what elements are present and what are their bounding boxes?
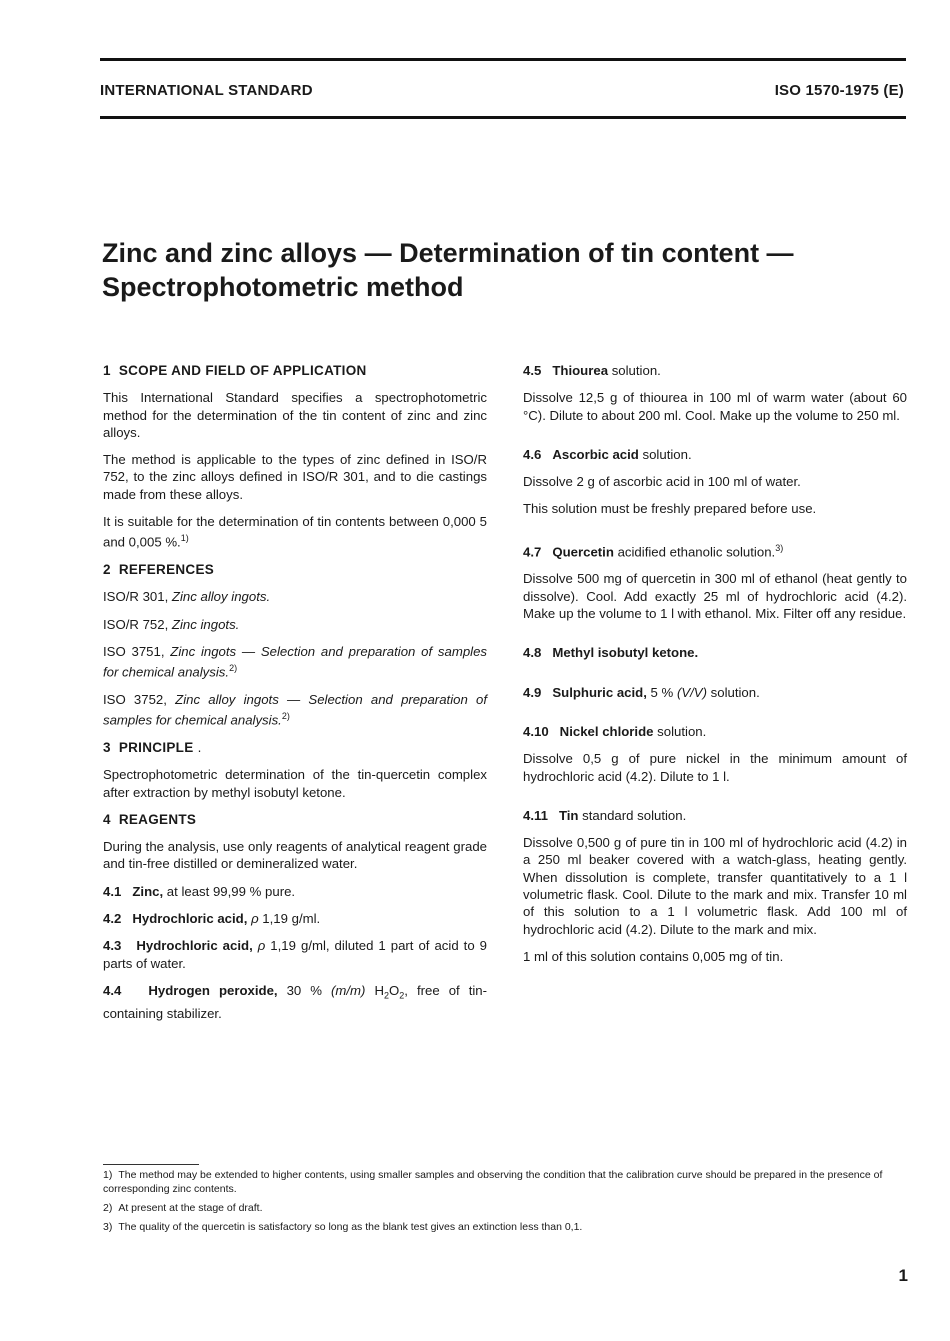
reagent-4-6-text-2: This solution must be freshly prepared before use. [523,501,817,517]
section-1-para-3: It is suitable for the determination of tin contents between 0,000 5 and 0,005 %.$^{1)}$ [103,514,487,550]
header-document-number: ISO 1570-1975 (E) [774,82,904,99]
section-2-heading: 2 REFERENCES [103,562,215,578]
reagent-4-5-heading: 4.5 Thiourea solution. [523,363,661,378]
right-column [523,362,907,975]
left-column [103,362,487,1032]
reagent-4-11-heading: 4.11 Tin standard solution. [523,807,687,823]
reagent-4-1: 4.1 Zinc, at least 99,99 % pure. [103,883,296,899]
header-standard-label: INTERNATIONAL STANDARD [100,82,313,99]
reference-iso-r-301: ISO/R 301, Zinc alloy ingots. [103,589,271,605]
reagent-4-9-heading: 4.9 Sulphuric acid, 5 % (V/V) solution. [523,684,760,700]
page-title [102,236,882,304]
reagent-4-6-text-1: Dissolve 2 g of ascorbic acid in 100 ml of water. [523,474,801,490]
footnote-1: 1) The method may be extended to higher contents, using smaller samples and observing the condition that the calibration curve should be prepared in the presence of corresponding zinc contents. [103,1169,883,1195]
reagent-4-6-heading: 4.6 Ascorbic acid solution. [523,446,692,462]
reagent-4-2: 4.2 Hydrochloric acid, ρ 1,19 g/ml. [103,911,321,926]
footnotes [103,1168,909,1239]
page-number: 1 [898,1266,908,1285]
reagent-4-4: 4.4 Hydrogen peroxide, 30 % (m/m) $H_2O_2$, free of tin-containing stabilizer. [103,982,488,1021]
reference-iso-3751: ISO 3751, Zinc ingots — Selection and preparation of samples for chemical analysis.$^{2)}$ [103,643,488,680]
reagent-4-11-text-2: 1 ml of this solution contains 0,005 mg of tin. [523,948,784,964]
footnote-3: 3) The quality of the quercetin is satisfactory so long as the blank test gives an extinction less than 0,1. [103,1221,583,1233]
reagent-4-11-text-1: Dissolve 0,500 g of pure tin in 100 ml of hydrochloric acid (4.2) in a 250 ml beaker covered with a watch-glass, heating gently. When dissolution is complete, transfer quantitatively to a 1 l volumetric flask. Cool. Dilute to the mark and mix. Transfer 10 ml of this solution to a 1 l volumetric flask. Add 100 ml of hydrochloric acid (4.2). Dilute to the mark and mix. [523,835,907,937]
footnote-2: 2) At present at the stage of draft. [103,1202,263,1214]
footnote-ref-1: 1) [180,533,189,544]
reagent-4-7-text: Dissolve 500 mg of quercetin in 300 ml of ethanol (heat gently to dissolve). Cool. Add exactly 25 ml of hydrochloric acid (4.2). Make up the volume to 1 l with ethanol. Mix. Filter off any residue. [523,571,907,622]
section-1-para-2: The method is applicable to the types of zinc defined in ISO/R 752, to the zinc alloys defined in ISO/R 301, and to die castings made from these alloys. [103,452,487,502]
section-3-para-1: Spectrophotometric determination of the tin-quercetin complex after extraction by methyl isobutyl ketone. [103,767,487,800]
reagent-4-7-heading: 4.7 Quercetin acidified ethanolic solution.$^{3)}$ [523,542,784,560]
reference-iso-r-752: ISO/R 752, Zinc ingots. [103,616,240,632]
reagent-4-10-heading: 4.10 Nickel chloride solution. [523,723,707,739]
section-4-heading: 4 REAGENTS [103,811,197,827]
title-line-1: Zinc and zinc alloys — Determination of tin content — [102,238,794,268]
header-bottom-rule [100,116,906,119]
footnote-separator [103,1164,199,1165]
header-top-rule [100,58,906,61]
section-1-para-1: This International Standard specifies a spectrophotometric method for the determination of the tin content of zinc and zinc alloys. [103,390,487,440]
section-1-heading: 1 SCOPE AND FIELD OF APPLICATION [103,363,367,378]
section-3-heading: 3 PRINCIPLE . [103,739,202,755]
footnote-ref-3: 3) [775,542,784,553]
reagent-4-10-text: Dissolve 0,5 g of pure nickel in the minimum amount of hydrochloric acid (4.2). Dilute to 1 l. [523,751,907,784]
reagent-4-5-text: Dissolve 12,5 g of thiourea in 100 ml of warm water (about 60 °C). Dilute to about 200 ml. Cool. Make up the volume to 250 ml. [523,390,907,423]
title-line-2: Spectrophotometric method [102,272,464,302]
reagent-4-8-heading: 4.8 Methyl isobutyl ketone. [523,645,699,661]
reagent-4-3: 4.3 Hydrochloric acid, ρ 1,19 g/ml, diluted 1 part of acid to 9 parts of water. [103,938,487,971]
reference-iso-3752: ISO 3752, Zinc alloy ingots — Selection and preparation of samples for chemical analysis.$^{2)}$ [103,691,487,728]
section-4-para-1: During the analysis, use only reagents of analytical reagent grade and tin-free distilled or demineralized water. [103,839,487,872]
